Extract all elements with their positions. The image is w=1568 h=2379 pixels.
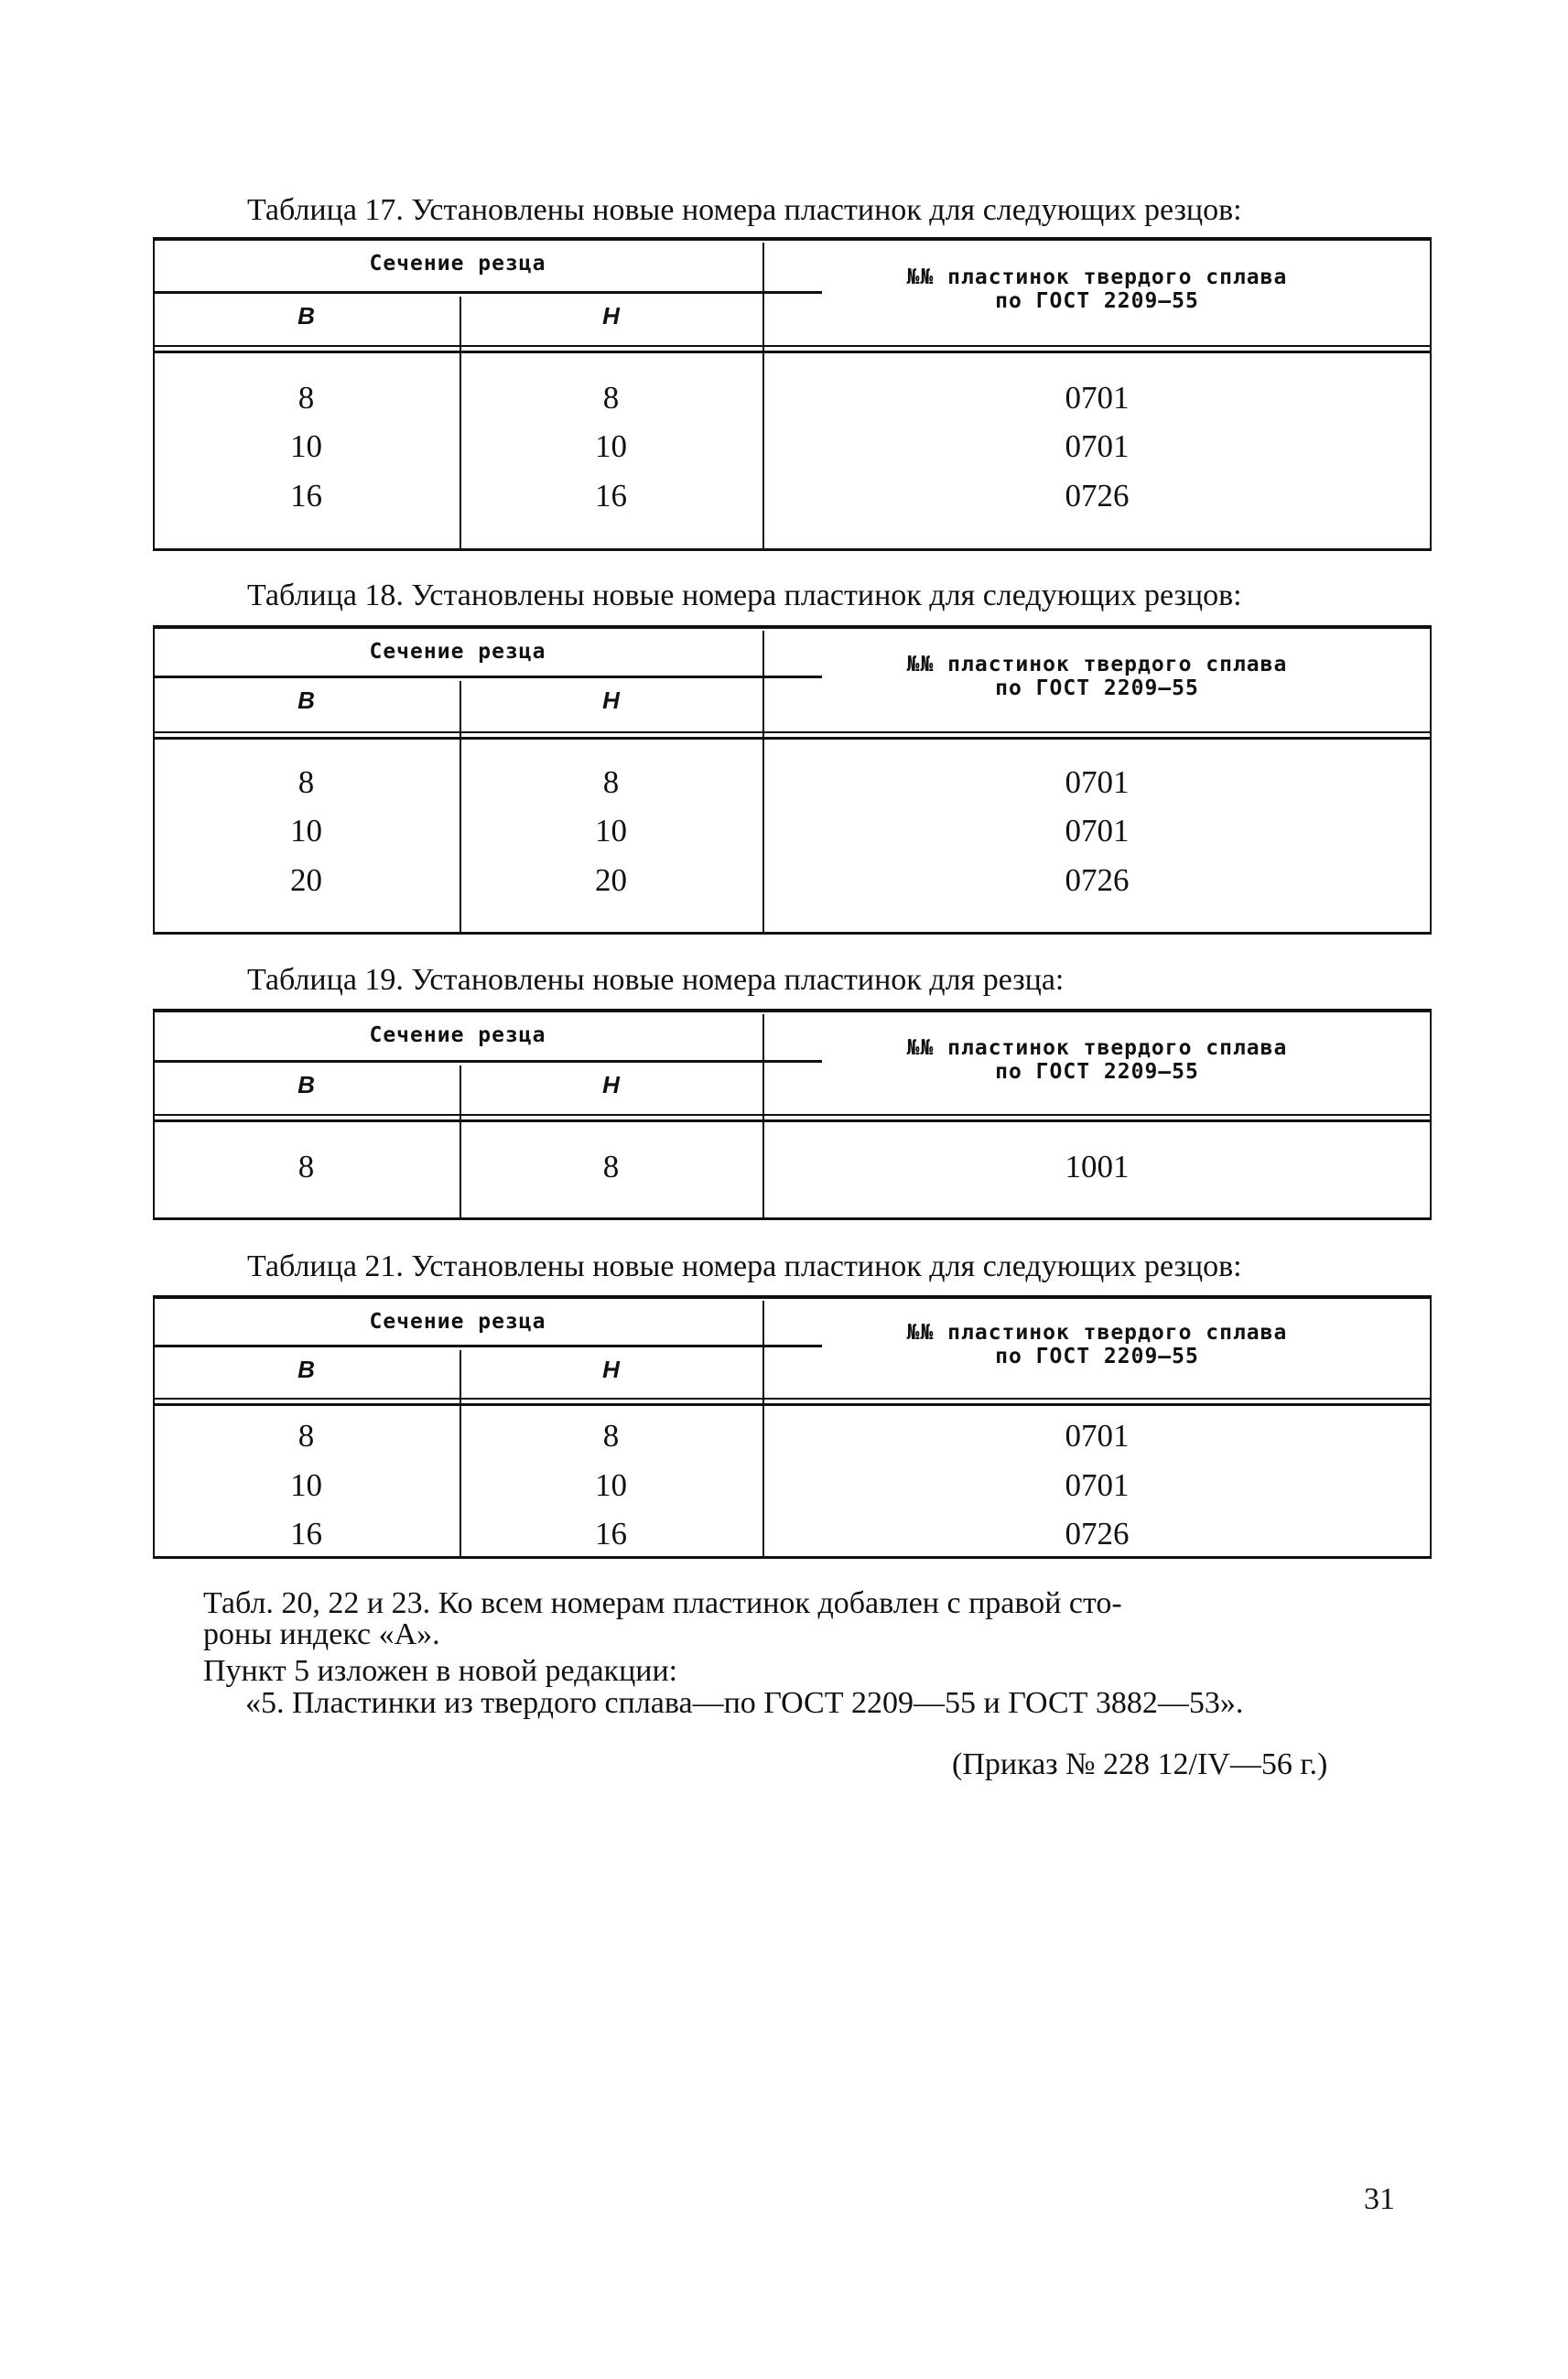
table-cell: 0701 — [1065, 813, 1130, 849]
order-reference: (Приказ № 228 12/IV—56 г.) — [952, 1747, 1328, 1781]
double-rule — [153, 351, 1432, 353]
table-cell: 20 — [290, 862, 322, 898]
table-cell: 10 — [595, 1467, 627, 1503]
header-gost: по ГОСТ 2209—55 — [995, 1345, 1199, 1368]
top-rule — [153, 1009, 1432, 1012]
table-cell: 0726 — [1065, 862, 1130, 898]
header-divider — [153, 1345, 822, 1347]
header-section: Сечение резца — [369, 1310, 546, 1334]
table-cell: 8 — [297, 1418, 315, 1454]
bottom-rule — [153, 1556, 1432, 1559]
note-line-2: роны индекс «А». — [203, 1617, 440, 1651]
bottom-rule — [153, 548, 1432, 551]
header-h: H — [602, 687, 620, 714]
table-cell: 10 — [290, 813, 322, 849]
table-title: Таблица 18. Установлены новые номера пластинок для следующих резцов: — [247, 579, 1242, 612]
header-b: B — [297, 302, 315, 330]
table-cell: 0701 — [1065, 764, 1130, 800]
table-title: Таблица 19. Установлены новые номера пластинок для резца: — [247, 963, 1065, 997]
table-cell: 20 — [595, 862, 627, 898]
header-gost: по ГОСТ 2209—55 — [995, 676, 1199, 700]
header-b: B — [297, 1356, 315, 1383]
double-rule — [153, 1114, 1432, 1116]
table-cell: 0701 — [1065, 1467, 1130, 1503]
header-divider — [153, 1060, 822, 1063]
header-b: B — [297, 1071, 315, 1098]
table-cell: 1001 — [1065, 1149, 1130, 1184]
header-section: Сечение резца — [369, 1023, 546, 1047]
double-rule — [153, 731, 1432, 733]
table-cell: 0701 — [1065, 428, 1130, 464]
table-cell: 8 — [602, 1149, 620, 1184]
note-line-1: Табл. 20, 22 и 23. Ко всем номерам пластинок добавлен с правой сто- — [203, 1586, 1122, 1620]
double-rule — [153, 345, 1432, 347]
carbide-plate-table — [153, 237, 1432, 551]
table-title: Таблица 21. Установлены новые номера пластинок для следующих резцов: — [247, 1249, 1242, 1283]
table-cell: 16 — [290, 1516, 322, 1552]
carbide-plate-table — [153, 1009, 1432, 1220]
header-h: H — [602, 302, 620, 330]
header-gost: по ГОСТ 2209—55 — [995, 1059, 1199, 1084]
header-plate-number: №№ пластинок твердого сплава — [906, 1035, 1288, 1060]
table-cell: 10 — [290, 428, 322, 464]
header-section: Сечение резца — [369, 252, 546, 276]
header-h: H — [602, 1071, 620, 1098]
table-cell: 8 — [297, 764, 315, 800]
table-cell: 8 — [602, 764, 620, 800]
table-cell: 16 — [595, 1516, 627, 1552]
table-cell: 0701 — [1065, 380, 1130, 416]
top-rule — [153, 625, 1432, 629]
table-cell: 16 — [595, 478, 627, 514]
table-cell: 8 — [602, 380, 620, 416]
bottom-rule — [153, 1217, 1432, 1220]
header-h: H — [602, 1356, 620, 1383]
header-plate-number: №№ пластинок твердого сплава — [906, 653, 1288, 676]
carbide-plate-table — [153, 1295, 1432, 1559]
double-rule — [153, 1119, 1432, 1122]
header-divider — [153, 676, 822, 678]
note-line-4: «5. Пластинки из твердого сплава—по ГОСТ 2209—55 и ГОСТ 3882—53». — [245, 1686, 1244, 1720]
header-gost: по ГОСТ 2209—55 — [995, 289, 1199, 313]
table-cell: 0726 — [1065, 1516, 1130, 1552]
header-b: B — [297, 687, 315, 714]
table-cell: 0701 — [1065, 1418, 1130, 1454]
table-cell: 10 — [595, 813, 627, 849]
top-rule — [153, 237, 1432, 241]
double-rule — [153, 737, 1432, 740]
table-cell: 10 — [595, 428, 627, 464]
bottom-rule — [153, 932, 1432, 935]
double-rule — [153, 1398, 1432, 1400]
header-section: Сечение резца — [369, 640, 546, 664]
table-cell: 10 — [290, 1467, 322, 1503]
table-cell: 8 — [297, 1149, 315, 1184]
page-number: 31 — [1364, 2182, 1395, 2216]
carbide-plate-table — [153, 625, 1432, 935]
note-line-3: Пункт 5 изложен в новой редакции: — [203, 1654, 678, 1688]
table-cell: 8 — [297, 380, 315, 416]
top-rule — [153, 1295, 1432, 1299]
header-divider — [153, 291, 822, 294]
double-rule — [153, 1403, 1432, 1406]
table-cell: 16 — [290, 478, 322, 514]
table-cell: 8 — [602, 1418, 620, 1454]
table-title: Таблица 17. Установлены новые номера пластинок для следующих резцов: — [247, 193, 1242, 227]
table-cell: 0726 — [1065, 478, 1130, 514]
header-plate-number: №№ пластинок твердого сплава — [906, 265, 1288, 289]
header-plate-number: №№ пластинок твердого сплава — [906, 1321, 1288, 1345]
